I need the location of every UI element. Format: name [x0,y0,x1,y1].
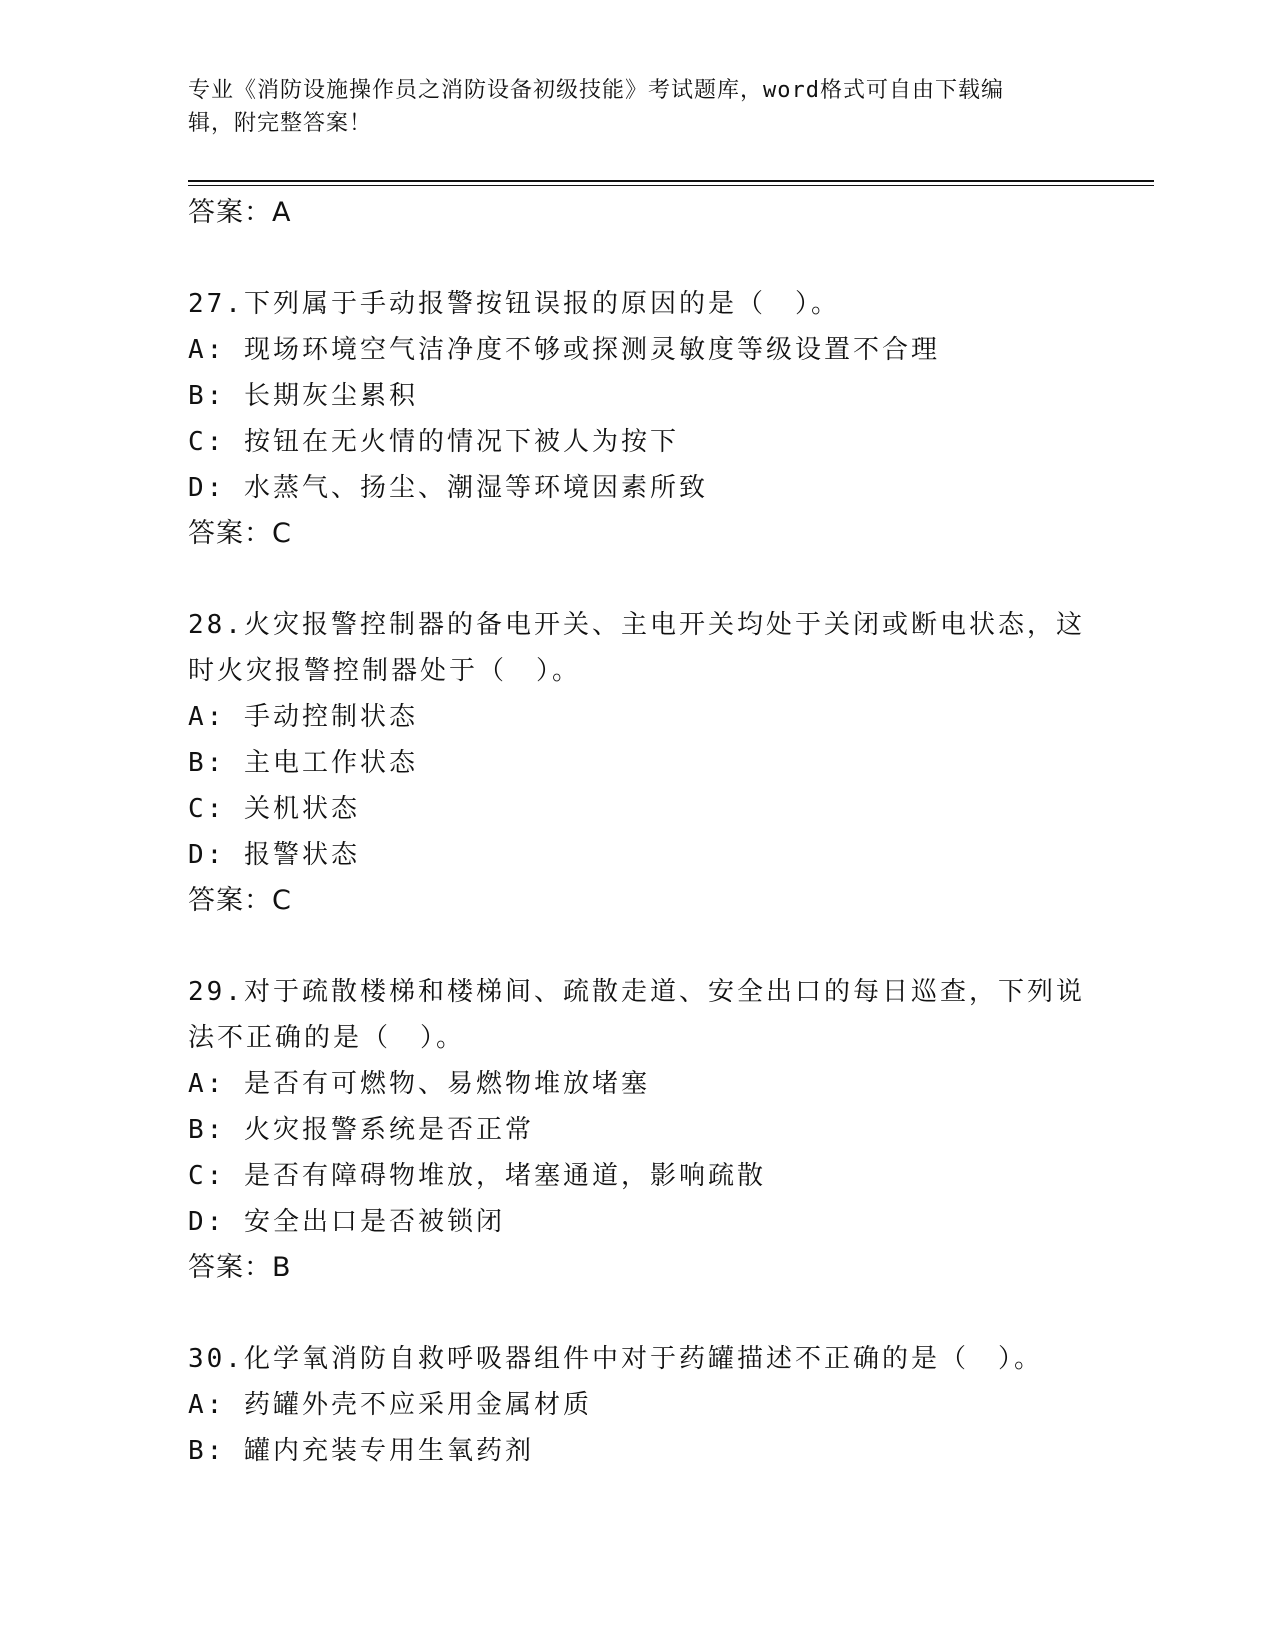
question-29 [188,969,1088,1291]
option-c: C: 按钮在无火情的情况下被人为按下 [188,427,679,457]
answer: 答案：B [188,1252,292,1283]
option-c: C: 是否有障碍物堆放，堵塞通道，影响疏散 [188,1161,766,1191]
question-27 [188,281,1088,557]
question-list [188,190,1088,1474]
option-a: A: 手动控制状态 [188,702,418,732]
spacer [188,924,1088,969]
previous-answer: 答案：A [188,197,292,228]
option-b: B: 火灾报警系统是否正常 [188,1115,534,1145]
header-line-1: 专业《消防设施操作员之消防设备初级技能》考试题库，word格式可自由下载编 [188,78,1004,103]
header-rule-thin [188,185,1154,186]
spacer [188,1291,1088,1336]
option-d: D: 安全出口是否被锁闭 [188,1207,505,1237]
question-stem: 29.对于疏散楼梯和楼梯间、疏散走道、安全出口的每日巡查，下列说 [188,977,1085,1007]
question-stem: 28.火灾报警控制器的备电开关、主电开关均处于关闭或断电状态，这 [188,610,1085,640]
header-rule-thick [188,180,1154,182]
option-c: C: 关机状态 [188,794,360,824]
option-d: D: 水蒸气、扬尘、潮湿等环境因素所致 [188,473,708,503]
option-b: B: 长期灰尘累积 [188,381,418,411]
answer: 答案：C [188,885,292,916]
option-a: A: 现场环境空气洁净度不够或探测灵敏度等级设置不合理 [188,335,940,365]
header-line-2: 辑，附完整答案！ [188,111,373,136]
spacer [188,236,1088,281]
answer: 答案：C [188,518,292,549]
option-a: A: 药罐外壳不应采用金属材质 [188,1390,592,1420]
option-b: B: 罐内充装专用生氧药剂 [188,1436,534,1466]
question-stem: 30.化学氧消防自救呼吸器组件中对于药罐描述不正确的是（ ）。 [188,1344,1043,1374]
question-stem: 27.下列属于手动报警按钮误报的原因的是（ ）。 [188,289,840,319]
question-28 [188,602,1088,924]
question-30 [188,1336,1088,1474]
option-a: A: 是否有可燃物、易燃物堆放堵塞 [188,1069,650,1099]
question-stem-continued: 法不正确的是（ ）。 [188,1023,466,1053]
document-header [188,74,1078,140]
spacer [188,557,1088,602]
option-d: D: 报警状态 [188,840,360,870]
option-b: B: 主电工作状态 [188,748,418,778]
question-stem-continued: 时火灾报警控制器处于（ ）。 [188,656,582,686]
